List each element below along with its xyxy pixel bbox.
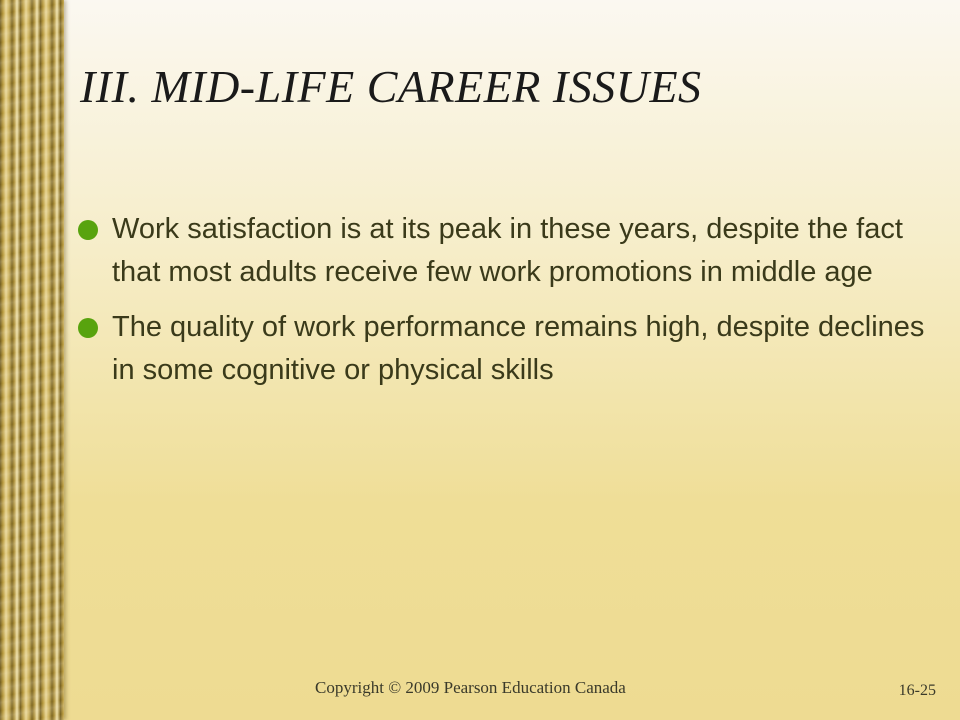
slide-title: III. MID-LIFE CAREER ISSUES [80, 61, 702, 112]
bullet-text: Work satisfaction is at its peak in these years, despite the fact that most adults receive few work promotions in middle age [112, 213, 903, 288]
bullet-list [78, 208, 938, 404]
page-number: 16-25 [898, 682, 936, 699]
bullet-text: The quality of work performance remains high, despite declines in some cognitive or physical skills [112, 311, 925, 386]
decorative-left-border [0, 0, 64, 720]
bullet-dot-icon [78, 318, 98, 338]
bullet-item [78, 306, 938, 392]
bullet-item [78, 208, 938, 294]
bullet-dot-icon [78, 220, 98, 240]
copyright-footer: Copyright © 2009 Pearson Education Canada [315, 678, 626, 697]
